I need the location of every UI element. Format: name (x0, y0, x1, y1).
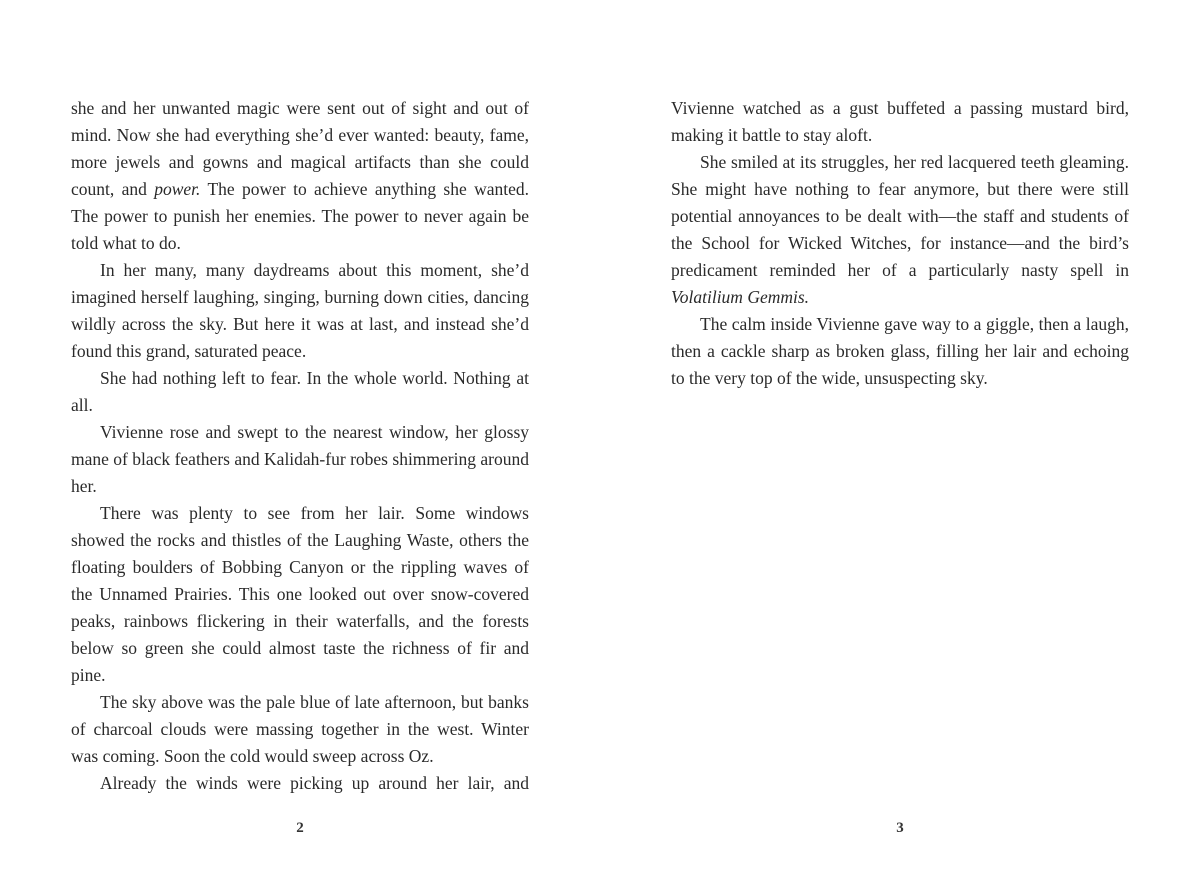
paragraph: Already the winds were picking up around her lair, and (100, 773, 529, 793)
paragraph: There was plenty to see from her lair. Some windows showed the rocks and thistles of the Laughing Waste, others the floating boulders of Bobbing Canyon or the rippling waves of the Unnamed Prairies. This one looked out over snow-covered peaks, rainbows flickering in their waterfalls, and the forests below so green she could almost taste the richness of fir and pine. (71, 503, 529, 685)
paragraph: Vivienne rose and swept to the nearest window, her glossy mane of black feathers and Kalidah-fur robes shimmering around her. (71, 422, 529, 496)
paragraph-text: The power to achieve anything she wanted. The power to punish her enemies. The power to never again be told what to do. (71, 179, 529, 253)
paragraph (71, 95, 529, 257)
paragraph: The sky above was the pale blue of late afternoon, but banks of charcoal clouds were massing together in the west. Winter was coming. Soon the cold would sweep across Oz. (71, 692, 529, 766)
paragraph (671, 149, 1129, 311)
page-number: 3 (896, 820, 904, 836)
paragraph-text: She smiled at its struggles, her red lacquered teeth gleaming. She might have nothing to fear anymore, but there were still potential annoyances to be dealt with—the staff and students of the School for Wicked Witches, for instance—and the bird’s predicament reminded her of a particularly nasty spell in (671, 152, 1129, 280)
emphasis-text: power. (154, 179, 201, 199)
emphasis-text: Volatilium Gemmis. (671, 287, 810, 307)
paragraph: Vivienne watched as a gust buffeted a passing mustard bird, making it battle to stay aloft. (671, 98, 1129, 145)
page-number: 2 (296, 820, 304, 836)
right-page-text (671, 95, 1129, 392)
paragraph: The calm inside Vivienne gave way to a giggle, then a laugh, then a cackle sharp as broken glass, filling her lair and echoing to the very top of the wide, unsuspecting sky. (671, 314, 1129, 388)
paragraph-text: she and her unwanted magic were sent out of sight and out of mind. Now she had everything she’d ever wanted: beauty, fame, more jewels and gowns and magical artifacts than she could count, and (71, 98, 529, 199)
paragraph: In her many, many daydreams about this moment, she’d imagined herself laughing, singing, burning down cities, dancing wildly across the sky. But here it was at last, and instead she’d found this grand, saturated peace. (71, 260, 529, 361)
paragraph: She had nothing left to fear. In the whole world. Nothing at all. (71, 368, 529, 415)
left-page-text (71, 95, 529, 797)
